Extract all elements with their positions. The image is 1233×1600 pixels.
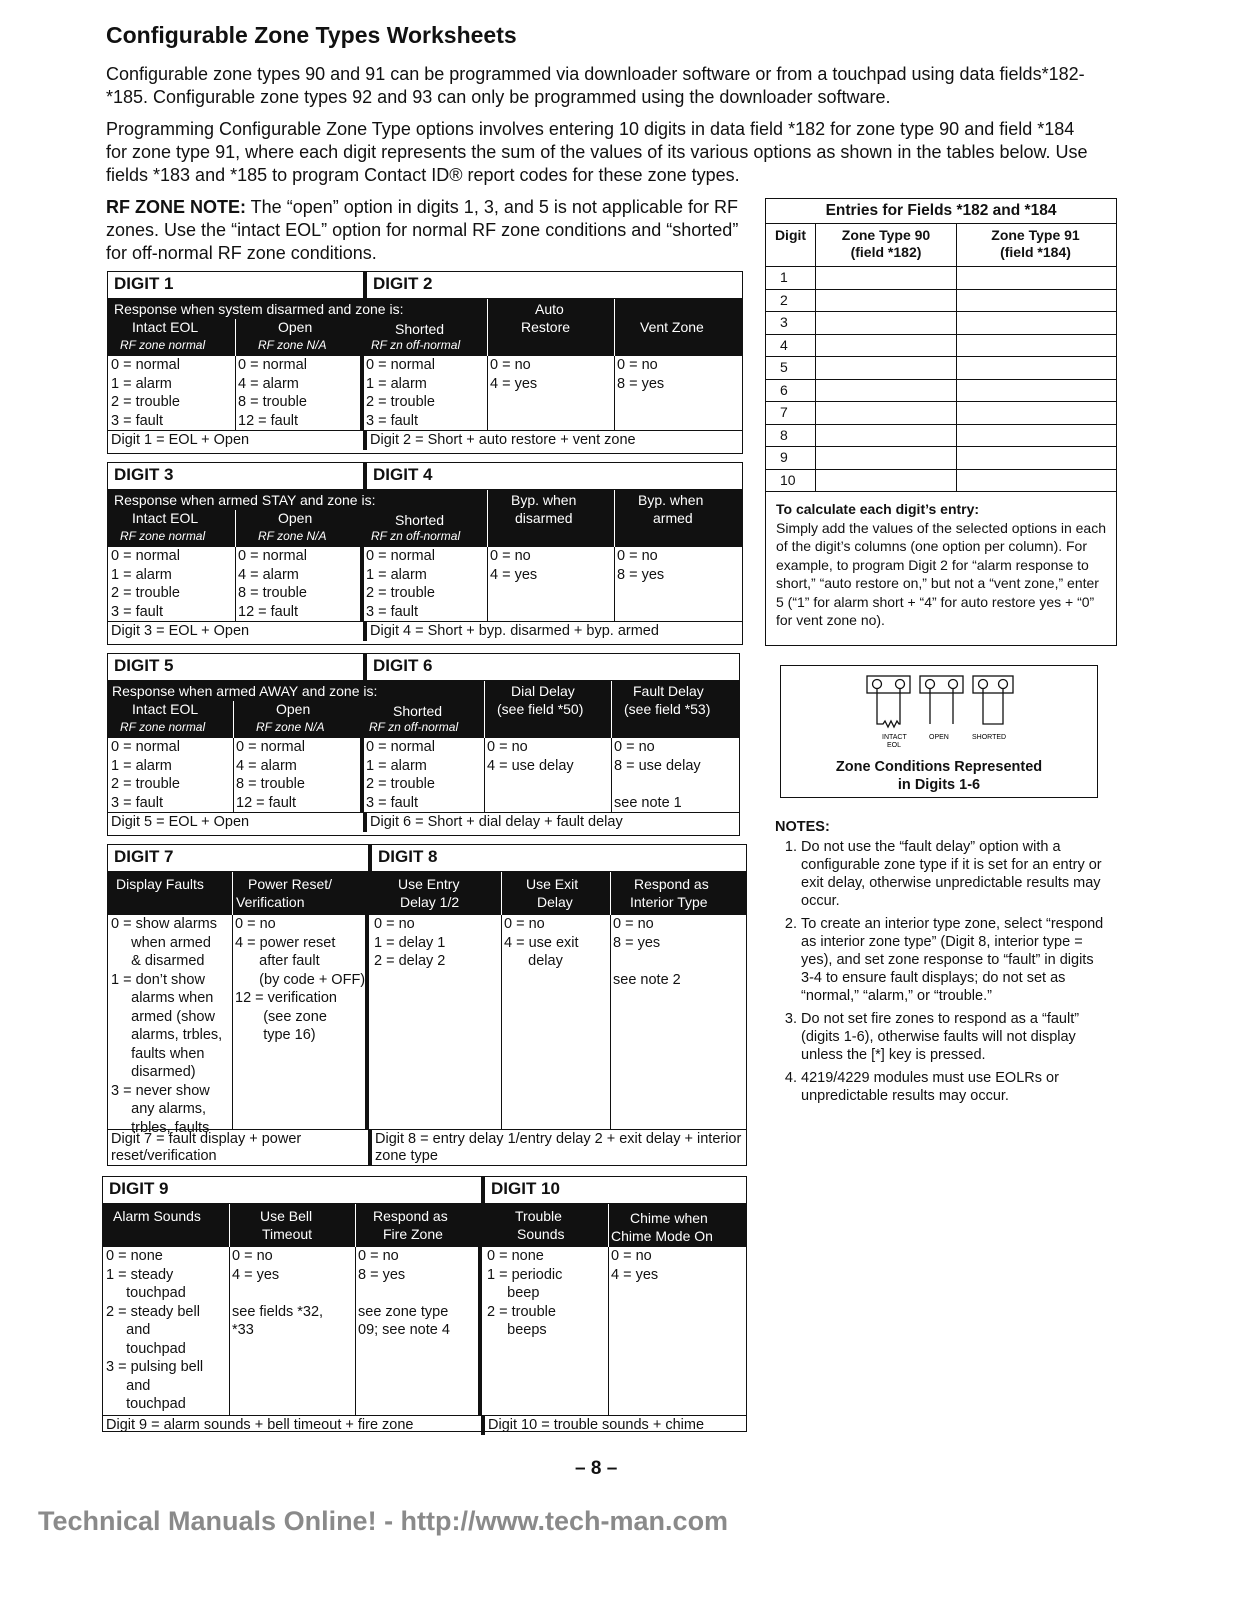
note-item: 4. 4219/4229 modules must use EOLRs or unpredictable results may occur.	[801, 1069, 1110, 1105]
digit-2-title: DIGIT 2	[363, 272, 741, 298]
digit-9-10-options	[103, 1247, 746, 1415]
group-heading: Response when system disarmed and zone is:	[114, 301, 404, 317]
col-open: Open	[278, 319, 313, 335]
entry-zone-91-cell[interactable]	[957, 267, 1114, 289]
col-zone-type-91	[957, 224, 1114, 266]
col-delay-1-2: Delay 1/2	[400, 894, 460, 910]
sub-rf-na: RF zone N/A	[258, 338, 327, 352]
diagram-caption	[781, 758, 1097, 794]
entry-digit-number: 8	[766, 425, 816, 447]
col-shorted: Shorted	[395, 512, 445, 528]
watermark-link[interactable]: Technical Manuals Online! - http://www.tech-man.com	[38, 1506, 729, 1536]
digit-9-10-table	[102, 1176, 747, 1432]
entry-zone-91-cell[interactable]	[957, 470, 1114, 492]
digit-1-2-options	[108, 356, 742, 430]
col-shorted: Shorted	[395, 321, 445, 337]
entry-zone-90-cell[interactable]	[816, 357, 957, 379]
note-item: 1. Do not use the “fault delay” option with a configurable zone type if it is set for an entry or exit delay, otherwise unpredictable results may occur.	[801, 838, 1110, 910]
col-chime-mode-on: Chime Mode On	[611, 1228, 713, 1244]
label-intact: INTACT	[882, 734, 907, 741]
digit-1-title: DIGIT 1	[114, 274, 174, 293]
digit-9-title: DIGIT 9	[109, 1179, 169, 1198]
digit-3-title: DIGIT 3	[114, 465, 174, 484]
options-chime: 0 = no 4 = yes	[611, 1248, 659, 1283]
col-intact-eol: Intact EOL	[132, 319, 199, 335]
options-shorted: 0 = normal 1 = alarm 2 = trouble 3 = fault	[366, 357, 435, 429]
options-intact-eol: 0 = normal 1 = alarm 2 = trouble 3 = fault	[111, 739, 180, 811]
col-respond-as-fire: Respond as	[373, 1208, 448, 1224]
col-interior-type: Interior Type	[630, 894, 708, 910]
options-open: 0 = normal 4 = alarm 8 = trouble 12 = fault	[238, 548, 307, 620]
col-use-entry: Use Entry	[398, 876, 460, 892]
options-alarm-sounds: 0 = none 1 = steady touchpad 2 = steady bell and touchpad 3 = pulsing bell and touchpad	[106, 1248, 204, 1412]
options-entry-delay: 0 = no 1 = delay 1 2 = delay 2	[374, 916, 446, 969]
options-intact-eol: 0 = normal 1 = alarm 2 = trouble 3 = fault	[111, 548, 180, 620]
digit-3-4-header-bar	[108, 490, 742, 547]
options-fire-zone: 0 = no 8 = yes see zone type 09; see note 4	[358, 1248, 450, 1338]
entry-row	[766, 402, 1116, 425]
group-heading: Response when armed AWAY and zone is:	[112, 683, 378, 699]
caption-line-2: in Digits 1-6	[897, 777, 981, 793]
options-dial-delay: 0 = no 4 = use delay	[487, 739, 574, 774]
sub-rf-normal: RF zone normal	[120, 720, 206, 734]
col-chime-when: Chime when	[630, 1210, 708, 1226]
digit-10-formula: Digit 10 = trouble sounds + chime	[481, 1416, 745, 1435]
options-shorted: 0 = normal 1 = alarm 2 = trouble 3 = fault	[366, 739, 435, 811]
col-byp-armed-2: armed	[653, 510, 693, 526]
caption-line-1: Zone Conditions Represented	[835, 759, 1043, 775]
calc-text: Simply add the values of the selected options in each of the digit’s columns (one option per column). For example, to program Digit 2 for “alarm response to short,” “auto restore on,” but not a “vent zone,” enter 5 (“1” for alarm short + “4” for auto restore yes + “0” for vent zone no).	[776, 519, 1106, 628]
digit-9-formula: Digit 9 = alarm sounds + bell timeout + fire zone	[106, 1417, 414, 1433]
entry-zone-90-cell[interactable]	[816, 447, 957, 469]
digit-4-formula: Digit 4 = Short + byp. disarmed + byp. armed	[363, 622, 741, 641]
options-fault-delay: 0 = no 8 = use delay see note 1	[614, 739, 701, 811]
digit-1-formula: Digit 1 = EOL + Open	[111, 432, 250, 448]
col-zone-type-91-title: Zone Type 91	[991, 227, 1080, 243]
col-timeout: Timeout	[262, 1226, 313, 1242]
col-zone-type-90-title: Zone Type 90	[841, 227, 931, 243]
label-shorted: SHORTED	[972, 734, 1007, 741]
options-power-reset: 0 = no 4 = power reset after fault (by code + OFF) 12 = verification (see zone type 16)	[235, 916, 366, 1043]
col-respond-as: Respond as	[634, 876, 709, 892]
col-vent-zone: Vent Zone	[640, 319, 704, 335]
entry-digit-number: 5	[766, 357, 816, 379]
digit-6-formula: Digit 6 = Short + dial delay + fault delay	[363, 813, 738, 832]
entry-row	[766, 312, 1116, 335]
notes-section	[775, 818, 1110, 1110]
digit-9-10-header-bar	[103, 1204, 746, 1247]
options-exit-delay: 0 = no 4 = use exit delay	[504, 916, 579, 969]
entry-zone-90-cell[interactable]	[816, 290, 957, 312]
col-use-exit: Use Exit	[526, 876, 579, 892]
entry-zone-90-cell[interactable]	[816, 470, 957, 492]
entry-digit-number: 3	[766, 312, 816, 334]
entry-zone-90-cell[interactable]	[816, 425, 957, 447]
col-byp-disarmed-2: disarmed	[515, 510, 573, 526]
label-open: OPEN	[929, 734, 949, 741]
col-power-reset: Power Reset/	[248, 876, 333, 892]
rf-zone-note	[106, 196, 751, 265]
col-field-184: (field *184)	[1000, 244, 1071, 260]
col-digit: Digit	[766, 224, 816, 266]
col-fault-delay-field: (see field *53)	[624, 701, 711, 717]
options-vent-zone: 0 = no 8 = yes	[617, 357, 665, 392]
calc-title: To calculate each digit’s entry:	[776, 501, 980, 517]
entry-digit-number: 6	[766, 380, 816, 402]
col-fault-delay: Fault Delay	[633, 683, 704, 699]
digit-3-4-options	[108, 547, 742, 621]
notes-heading: NOTES:	[775, 819, 830, 835]
digit-7-8-header-bar	[108, 872, 746, 915]
entry-row	[766, 380, 1116, 403]
digit-10-title: DIGIT 10	[481, 1177, 745, 1203]
col-exit-delay: Delay	[537, 894, 573, 910]
col-fire-zone: Fire Zone	[383, 1226, 443, 1242]
entry-digit-number: 1	[766, 267, 816, 289]
entry-digit-number: 9	[766, 447, 816, 469]
options-shorted: 0 = normal 1 = alarm 2 = trouble 3 = fault	[366, 548, 435, 620]
col-verification: Verification	[236, 894, 305, 910]
zone-conditions-svg	[781, 666, 1099, 756]
sub-rf-off-normal: RF zn off-normal	[369, 720, 459, 734]
digit-5-6-table	[107, 653, 740, 836]
col-shorted: Shorted	[393, 703, 443, 719]
entry-row	[766, 267, 1116, 290]
entry-zone-91-cell[interactable]	[957, 357, 1114, 379]
group-heading: Response when armed STAY and zone is:	[114, 492, 376, 508]
digit-5-6-header-bar	[108, 681, 739, 738]
col-intact-eol: Intact EOL	[132, 510, 199, 526]
col-restore: Restore	[521, 319, 571, 335]
options-auto-restore: 0 = no 4 = yes	[490, 357, 538, 392]
entry-zone-91-cell[interactable]	[957, 290, 1114, 312]
entry-zone-90-cell[interactable]	[816, 402, 957, 424]
entry-digit-number: 2	[766, 290, 816, 312]
options-byp-disarmed: 0 = no 4 = yes	[490, 548, 538, 583]
label-eol: EOL	[887, 742, 902, 749]
zone-conditions-diagram	[780, 665, 1098, 798]
digit-6-title: DIGIT 6	[363, 654, 738, 680]
options-byp-armed: 0 = no 8 = yes	[617, 548, 665, 583]
digit-3-formula: Digit 3 = EOL + Open	[111, 623, 250, 639]
options-display-faults: 0 = show alarms when armed & disarmed 1 = don’t show alarms when armed (show alarms, trbles, faults when disarmed) 3 = never show any alarms, trbles, faults	[111, 916, 223, 1136]
col-auto: Auto	[535, 301, 564, 317]
page-title: Configurable Zone Types Worksheets	[106, 22, 517, 48]
col-trouble: Trouble	[515, 1208, 562, 1224]
options-interior-type: 0 = no 8 = yes see note 2	[613, 916, 681, 988]
entry-zone-90-cell[interactable]	[816, 380, 957, 402]
intro-paragraph-2: Programming Configurable Zone Type options involves entering 10 digits in data field *182 for zone type 90 and field *184 for zone type 91, where each digit represents the sum of the values of its various options as shown in the tables below. Use fields *183 and *185 to program Contact ID® report codes for these zone types.	[106, 119, 1088, 185]
entry-row	[766, 447, 1116, 470]
entry-row	[766, 425, 1116, 448]
sub-rf-off-normal: RF zn off-normal	[371, 529, 461, 543]
calc-instructions	[766, 492, 1116, 630]
options-open: 0 = normal 4 = alarm 8 = trouble 12 = fault	[236, 739, 305, 811]
entry-row	[766, 290, 1116, 313]
sub-rf-normal: RF zone normal	[120, 529, 206, 543]
sub-rf-na: RF zone N/A	[258, 529, 327, 543]
entry-zone-91-cell[interactable]	[957, 425, 1114, 447]
sub-rf-off-normal: RF zn off-normal	[371, 338, 461, 352]
note-item: 3. Do not set fire zones to respond as a “fault” (digits 1-6), otherwise faults will not display unless the [*] key is pressed.	[801, 1010, 1110, 1064]
entry-row	[766, 357, 1116, 380]
options-trouble-sounds: 0 = none 1 = periodic beep 2 = trouble beeps	[487, 1248, 563, 1338]
col-open: Open	[278, 510, 313, 526]
rf-note-text: The “open” option in digits 1, 3, and 5 is not applicable for RF zones. Use the “intact EOL” option for normal RF zone conditions and “shorted” for off-normal RF zone conditions.	[106, 197, 739, 263]
entry-zone-91-cell[interactable]	[957, 402, 1114, 424]
options-bell-timeout: 0 = no 4 = yes see fields *32, *33	[232, 1248, 324, 1338]
col-zone-type-90	[816, 224, 957, 266]
col-use-bell: Use Bell	[260, 1208, 313, 1224]
sub-rf-na: RF zone N/A	[256, 720, 325, 734]
col-dial-delay-field: (see field *50)	[497, 701, 584, 717]
digit-8-title: DIGIT 8	[368, 845, 745, 871]
col-field-182: (field *182)	[850, 244, 922, 260]
entry-zone-91-cell[interactable]	[957, 380, 1114, 402]
digit-8-formula: Digit 8 = entry delay 1/entry delay 2 + exit delay + interior zone type	[368, 1130, 745, 1166]
digit-7-8-table	[107, 844, 747, 1166]
digit-5-title: DIGIT 5	[114, 656, 174, 675]
entry-rows	[766, 267, 1116, 492]
digit-1-2-header-bar	[108, 299, 742, 356]
col-byp-disarmed-1: Byp. when	[511, 492, 577, 508]
entry-digit-number: 10	[766, 470, 816, 492]
sub-rf-normal: RF zone normal	[120, 338, 206, 352]
entry-zone-90-cell[interactable]	[816, 267, 957, 289]
entry-zone-90-cell[interactable]	[816, 312, 957, 334]
digit-4-title: DIGIT 4	[363, 463, 741, 489]
note-item: 2. To create an interior type zone, select “respond as interior zone type” (Digit 8, interior type = yes), and set zone response to “fault” in digits 3-4 to ensure fault displays; do not set as “normal,” “alarm,” or “trouble.”	[801, 915, 1110, 1005]
entry-zone-90-cell[interactable]	[816, 335, 957, 357]
col-dial-delay: Dial Delay	[511, 683, 575, 699]
options-intact-eol: 0 = normal 1 = alarm 2 = trouble 3 = fault	[111, 357, 180, 429]
col-byp-armed-1: Byp. when	[638, 492, 704, 508]
col-open: Open	[276, 701, 311, 717]
col-intact-eol: Intact EOL	[132, 701, 199, 717]
rf-note-label: RF ZONE NOTE:	[106, 197, 246, 217]
entry-row	[766, 335, 1116, 358]
entry-zone-91-cell[interactable]	[957, 447, 1114, 469]
page-number: – 8 –	[575, 1458, 618, 1479]
entry-zone-91-cell[interactable]	[957, 312, 1114, 334]
digit-5-6-options	[108, 738, 739, 812]
digit-2-formula: Digit 2 = Short + auto restore + vent zone	[363, 431, 741, 450]
col-display-faults: Display Faults	[116, 876, 204, 892]
options-open: 0 = normal 4 = alarm 8 = trouble 12 = fault	[238, 357, 307, 429]
digit-7-title: DIGIT 7	[114, 847, 174, 866]
entry-digit-number: 4	[766, 335, 816, 357]
digit-7-8-options	[108, 915, 746, 1136]
entry-digit-number: 7	[766, 402, 816, 424]
col-alarm-sounds: Alarm Sounds	[113, 1208, 201, 1224]
digit-3-4-table	[107, 462, 743, 645]
entries-table	[765, 198, 1117, 646]
intro-paragraph-1: Configurable zone types 90 and 91 can be programmed via downloader software or from a touchpad using data fields*182-*185. Configurable zone types 92 and 93 can only be programmed using the downloader software.	[106, 64, 1085, 107]
digit-5-formula: Digit 5 = EOL + Open	[111, 814, 250, 830]
entries-title: Entries for Fields *182 and *184	[766, 199, 1116, 224]
digit-1-2-table	[107, 271, 743, 454]
entry-zone-91-cell[interactable]	[957, 335, 1114, 357]
entry-row	[766, 470, 1116, 493]
col-sounds: Sounds	[517, 1226, 565, 1242]
digit-7-formula: Digit 7 = fault display + power reset/verification	[111, 1131, 302, 1164]
